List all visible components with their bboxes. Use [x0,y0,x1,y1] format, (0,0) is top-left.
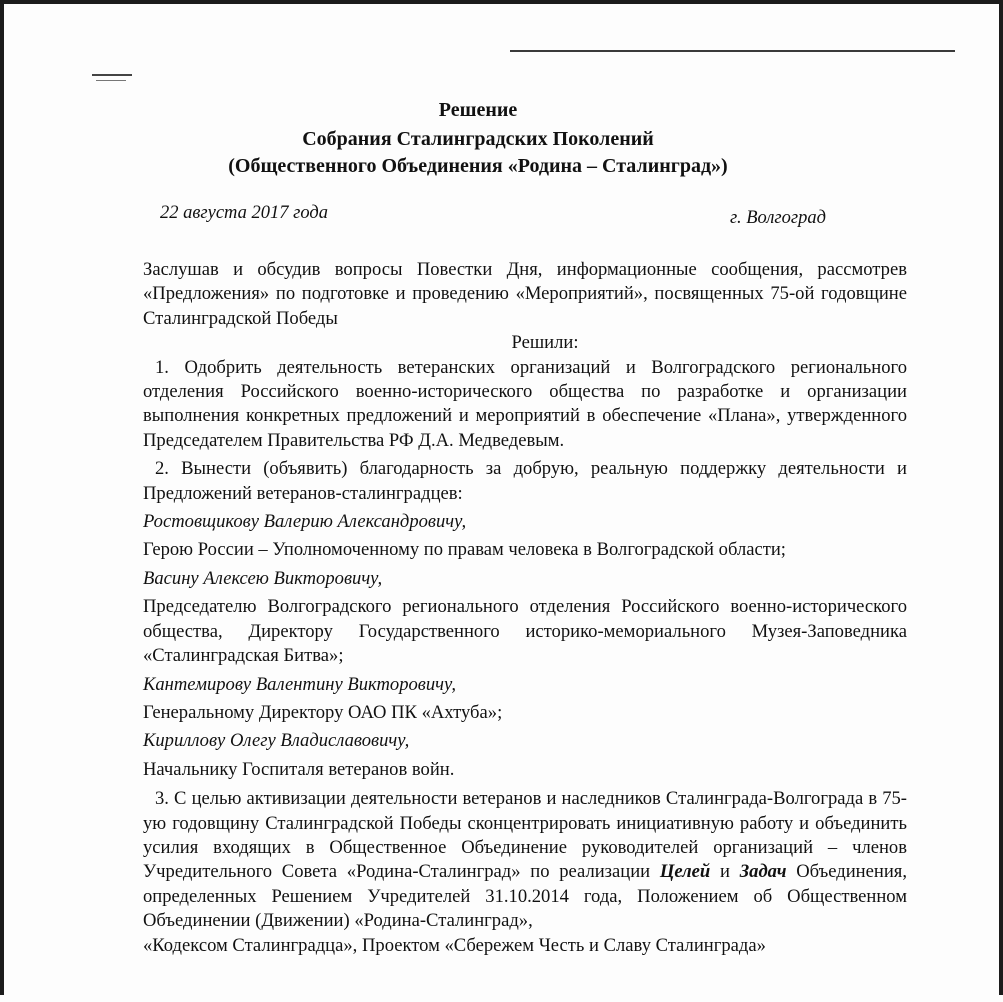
intro-paragraph: Заслушав и обсудив вопросы Повестки Дня, информационные сообщения, рассмотрев «Предложения» по подготовке и проведению «Мероприятий», посвященных 75-ой годовщине Сталинградской Победы [143,259,907,329]
resolution-item-3 [143,787,907,933]
recipient-role: Герою России – Уполномоченному по правам человека в Волгоградской области; [143,539,786,561]
document-subtitle-organization: (Общественного Объединения «Родина – Сталинград») [228,155,728,177]
item3-cut-line: «Кодексом Сталинградца», Проектом «Сбережем Честь и Славу Сталинграда» [143,934,766,956]
scan-mark [96,80,126,81]
document-title: Решение [438,99,518,121]
document-date: 22 августа 2017 года [160,203,328,223]
resolved-heading: Решили: [511,332,579,354]
recipient-name: Васину Алексею Викторовичу, [143,567,383,589]
page-bottom-crop [0,995,1003,1002]
recipient-name: Ростовщикову Валерию Александровичу, [143,511,467,533]
item3-goals: Целей [659,861,711,883]
document-city: г. Волгоград [730,208,826,228]
item3-text-continued: Объединения, определенных Решением Учредителей 31.10.2014 года, Положением об Общественном Объединении (Движении) «Родина-Сталинград», [143,861,907,932]
item3-text: 3. С целью активизации деятельности ветеранов и наследников Сталинграда-Волгограда в 75-ую годовщину Сталинградской Победы сконцентрировать инициативную работу и объединить усилия входящих в Общественное Объединение руководителей организаций – членов Учредительного Совета «Родина-Сталинград» по реализации [143,788,907,883]
document-subtitle: Собрания Сталинградских Поколений [302,128,654,150]
scan-edge-line [510,50,955,52]
recipient-role: Генеральному Директору ОАО ПК «Ахтуба»; [143,701,503,723]
recipient-role: Начальнику Госпиталя ветеранов войн. [143,758,455,780]
item3-and: и [720,861,730,883]
recipient-name: Кириллову Олегу Владиславовичу, [143,730,410,752]
resolution-item-1: 1. Одобрить деятельность ветеранских организаций и Волгоградского регионального отделения Российского военно-исторического общества по разработке и организации выполнения конкретных предложений и мероприятий в обеспечение «Плана», утвержденного Председателем Правительства РФ Д.А. Медведевым. [143,356,907,451]
recipient-name: Кантемирову Валентину Викторовичу, [143,673,457,695]
document-body [143,258,907,958]
recipient-role: Председателю Волгоградского регионального отделения Российского военно-исторического общества, Директору Государственного историко-мемориального Музея-Заповедника «Сталинградская Битва»; [143,596,907,667]
resolution-item-2: 2. Вынести (объявить) благодарность за добрую, реальную поддержку деятельности и Предложений ветеранов-сталинградцев: [143,458,907,504]
item3-tasks: Задач [739,861,787,883]
scan-mark [92,74,132,76]
